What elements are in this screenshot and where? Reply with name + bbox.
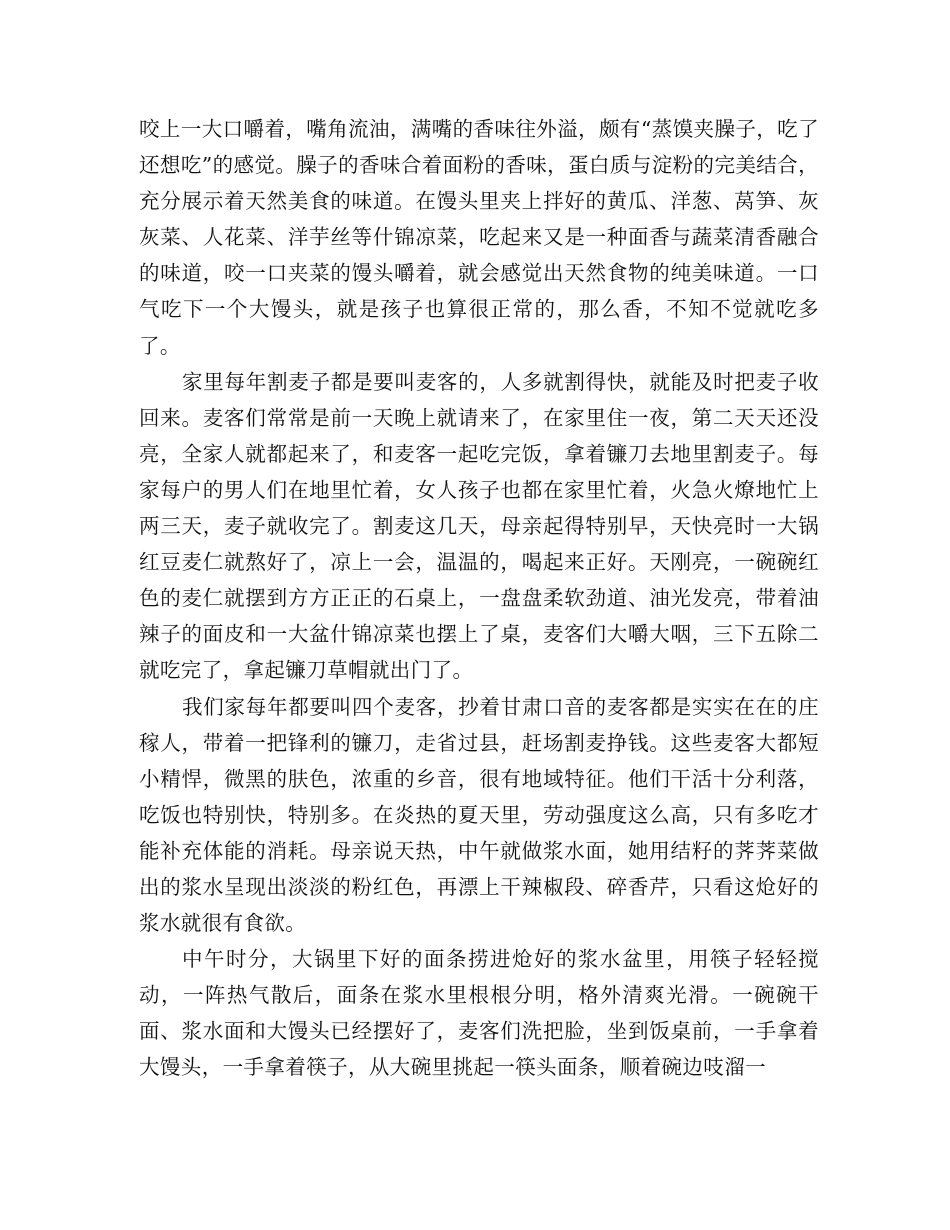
paragraph-3: 我们家每年都要叫四个麦客，抄着甘肃口音的麦客都是实实在在的庄稼人，带着一把锋利的镰刀，走省过县，赶场割麦挣钱。这些麦客大都短小精悍，微黑的肤色，浓重的乡音，很有地域特征。他们干活十分利落，吃饭也特别快，特别多。在炎热的夏天里，劳动强度这么高，只有多吃才能补充体能的消耗。母亲说天热，中午就做浆水面，她用结籽的荠荠菜做出的浆水呈现出淡淡的粉红色，再漂上干辣椒段、碎香芹，只看这炝好的浆水就很有食欲。 <box>139 694 819 936</box>
paragraph-2: 家里每年割麦子都是要叫麦客的，人多就割得快，就能及时把麦子收回来。麦客们常常是前一天晚上就请来了，在家里住一夜，第二天天还没亮，全家人就都起来了，和麦客一起吃完饭，拿着镰刀去地里割麦子。每家每户的男人们在地里忙着，女人孩子也都在家里忙着，火急火燎地忙上两三天，麦子就收完了。割麦这几天，母亲起得特别早，天快亮时一大锅红豆麦仁就熬好了，凉上一会，温温的，喝起来正好。天刚亮，一碗碗红色的麦仁就摆到方方正正的石桌上，一盘盘柔软劲道、油光发亮，带着油辣子的面皮和一大盆什锦凉菜也摆上了桌，麦客们大嚼大咽，三下五除二就吃完了，拿起镰刀草帽就出门了。 <box>139 369 819 683</box>
paragraph-4: 中午时分，大锅里下好的面条捞进炝好的浆水盆里，用筷子轻轻搅动，一阵热气散后，面条在浆水里根根分明，格外清爽光滑。一碗碗干面、浆水面和大馒头已经摆好了，麦客们洗把脸，坐到饭桌前，一手拿着大馒头，一手拿着筷子，从大碗里挑起一筷头面条，顺着碗边吱溜一 <box>139 947 819 1080</box>
paragraph-1: 咬上一大口嚼着，嘴角流油，满嘴的香味往外溢，颇有“蒸馍夹臊子，吃了还想吃”的感觉。臊子的香味合着面粉的香味，蛋白质与淀粉的完美结合，充分展示着天然美食的味道。在馒头里夹上拌好的黄瓜、洋葱、莴笋、灰灰菜、人花菜、洋芋丝等什锦凉菜，吃起来又是一种面香与蔬菜清香融合的味道，咬一口夹菜的馒头嚼着，就会感觉出天然食物的纯美味道。一口气吃下一个大馒头，就是孩子也算很正常的，那么香，不知不觉就吃多了。 <box>139 117 819 358</box>
article-body <box>139 111 819 1086</box>
